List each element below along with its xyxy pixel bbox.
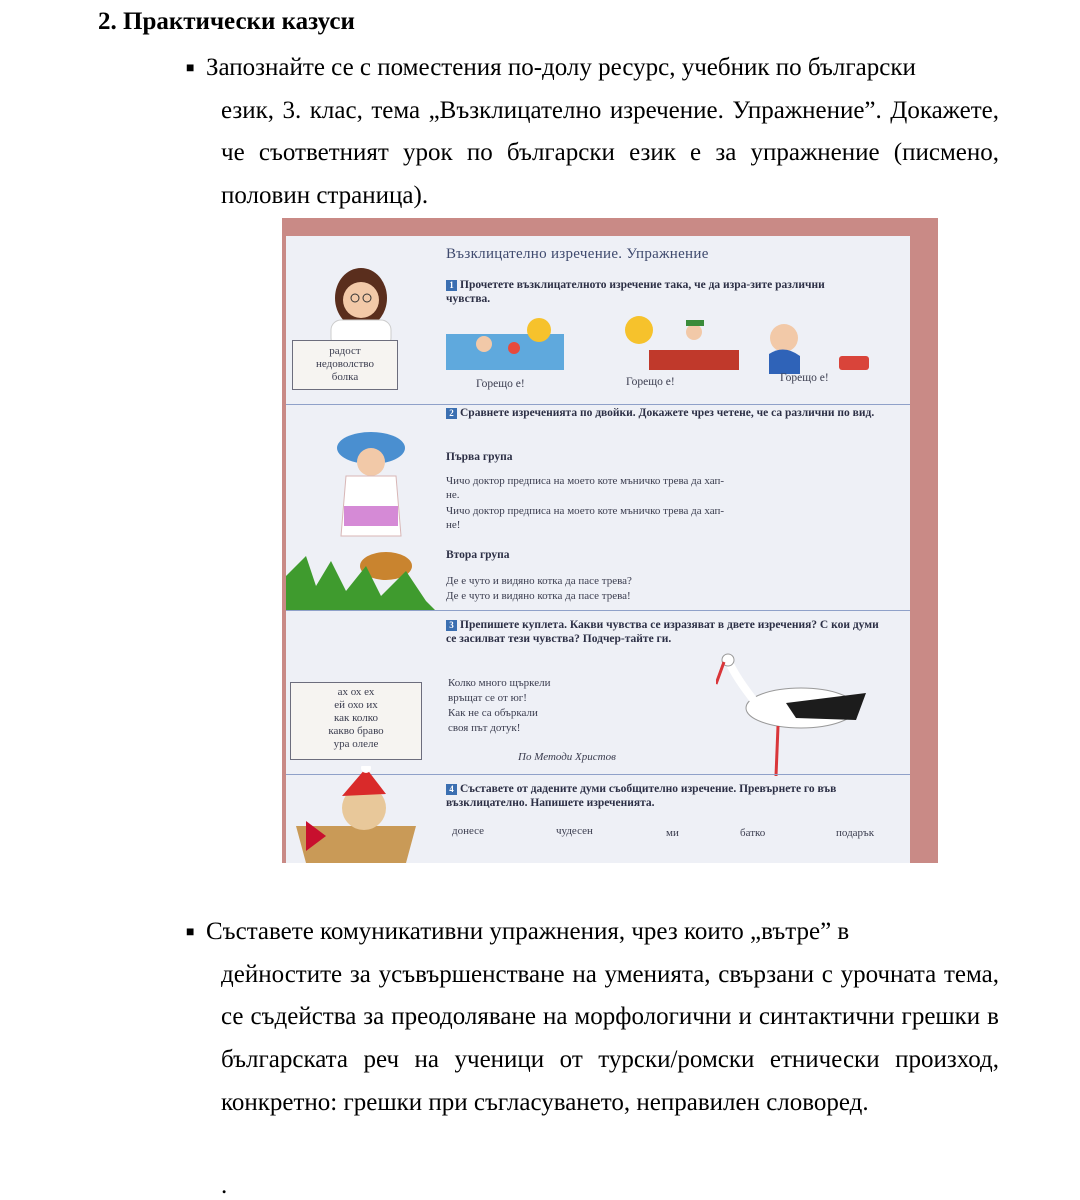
group-2-line-1: Де е чуто и видяно котка да пасе трева? [446,575,632,587]
textbook-title: Възклицателно изречение. Упражнение [446,246,709,262]
poem-line-2: връщат се от юг! [448,692,527,704]
task-1-text: Прочетете възклицателното изречение така, че да изра-зите различни чувства. [446,279,825,305]
poem-line-4: своя път дотук! [448,722,521,734]
group-1-line-3: Чичо доктор предписа на моето коте мъничко трева да хап- [446,505,725,517]
interjections-box [290,682,422,760]
group-2-line-2: Де е чуто и видяно котка да пасе трева! [446,590,631,602]
feeling-discontent: недоволство [316,358,374,370]
bullet-square-icon: ■ [186,61,195,76]
textbook-photo [282,218,938,863]
word-4: батко [740,827,766,839]
textbook-page [286,236,910,863]
task-1 [446,278,866,306]
feelings-box [292,340,398,390]
interjections-row-1: ах ох ех [337,686,375,698]
bullet-square-icon: ■ [186,925,195,940]
word-1: донесе [452,825,485,837]
bullet-2-rest: дейностите за усъвършенстване на уменията, свързани с урочната тема, се съдейства за преодоляване на морфологични и синтактични грешки в българската реч на ученици от турски/ромски етнически произход, конкретно: грешки при съгласуването, неправилен словоред. [221,960,999,1116]
interjections-row-4: какво браво [328,725,384,737]
task-2-text: Сравнете изреченията по двойки. Докажете чрез четене, че са различни по вид. [460,407,875,419]
task-4-number: 4 [446,784,457,795]
bullet-2-first-line: Съставете комуникативни упражнения, чрез които „вътре” в [206,918,850,945]
poem-line-1: Колко много щъркели [448,677,551,689]
separator-1 [286,404,910,405]
group-1-line-1: Чичо доктор предписа на моето коте мъничко трева да хап- [446,475,725,487]
interjections-row-3: как колко [333,712,379,724]
task-3 [446,618,886,646]
word-5: подарък [836,827,875,839]
scene-illustrations-icon [444,314,884,374]
dog-in-basket-illustration-icon [286,766,426,863]
bullet-1-text [206,47,999,218]
caption-3: Горещо е! [780,372,829,384]
poem-author: По Методи Христов [518,751,616,763]
task-3-text: Препишете куплета. Какви чувства се изразяват в двете изречения? С кои думи се засилват тези чувства? Подчер-тайте ги. [446,619,879,645]
interjections-row-2: ей охо их [334,699,378,711]
girl-and-cat-illustration-icon [286,426,436,611]
task-1-number: 1 [446,280,457,291]
poem-line-3: Как не са объркали [448,707,538,719]
word-3: ми [666,827,679,839]
group-2-title: Втора група [446,549,510,561]
girl-illustration-icon [316,258,406,348]
trailing-dot: . [221,1172,228,1199]
interjections-row-5: ура олеле [333,738,379,750]
feeling-joy: радост [329,345,361,357]
group-1-line-2: не. [446,489,460,501]
task-4 [446,782,886,810]
caption-1: Горещо е! [476,378,525,390]
group-1-line-4: не! [446,519,461,531]
task-2 [446,406,886,420]
caption-2: Горещо е! [626,376,675,388]
section-heading: 2. Практически казуси [98,8,355,35]
feeling-pain: болка [331,371,359,383]
task-4-text: Съставете от дадените думи съобщително изречение. Превърнете го във възклицателно. Напишете изреченията. [446,783,837,809]
bullet-2-text [206,911,999,1125]
separator-2 [286,610,910,611]
word-2: чудесен [556,825,593,837]
bullet-1-rest: език, 3. клас, тема „Възклицателно изречение. Упражнение”. Докажете, че съответният урок по български език е за упражнение (писмено, половин страница). [221,96,999,210]
task-3-number: 3 [446,620,457,631]
bullet-1-first-line: Запознайте се с поместения по-долу ресурс, учебник по български [206,54,916,81]
task-2-number: 2 [446,408,457,419]
stork-illustration-icon [716,648,876,778]
group-1-title: Първа група [446,451,513,463]
